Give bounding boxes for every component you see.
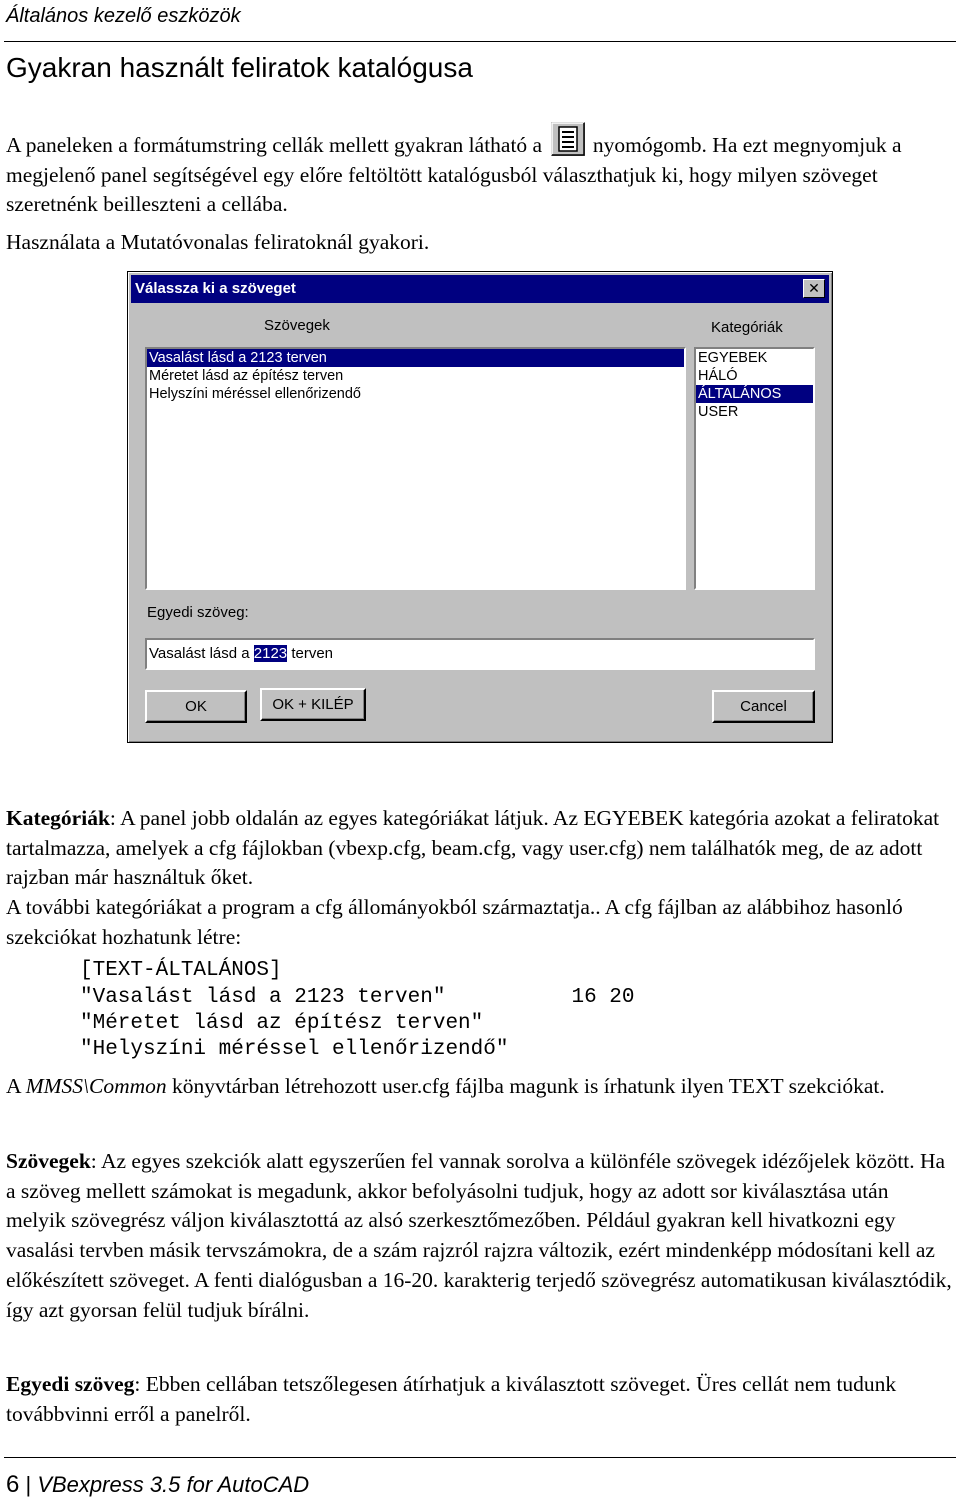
intro-text-1: A paneleken a formátumstring cellák mellett gyakran látható a: [6, 133, 543, 157]
texts-item[interactable]: Méretet lásd az építész terven: [149, 368, 344, 384]
texts-item[interactable]: Helyszíni méréssel ellenőrizendő: [149, 386, 361, 402]
dialog-title: Válassza ki a szöveget: [135, 280, 296, 297]
running-header: Általános kezelő eszközök: [6, 5, 241, 27]
categories-item[interactable]: EGYEBEK: [698, 350, 768, 366]
categories-listbox[interactable]: [694, 347, 815, 590]
custom-description: : Ebben cellában tetszőlegesen átírhatjuk a kiválasztott szöveget. Üres cellát nem tudunk továbbvinni erről a panelről.: [6, 1372, 897, 1426]
code-line-3: "Méretet lásd az építész terven": [80, 1012, 484, 1035]
code-line-4: "Helyszíni méréssel ellenőrizendő": [80, 1038, 509, 1061]
catalog-list-icon: [551, 122, 585, 156]
texts-description: : Az egyes szekciók alatt egyszerűen fel vannak sorolva a különféle szövegek idézőjelek között. Ha a szöveg mellett számokat is megadunk, akkor befolyásolni tudjuk, hogy az adott sor kiválasztása után melyik szövegrész váljon kiválasztottá az alsó szerkesztőmezőben. Például gyakran kell hivatkozni egy vasalási tervben másik tervszámokra, de a szám rajzról rajzra változik, ezért mindenképp módosítani kell az előkészített szöveget. A fenti dialógusban a 16-20. karakterig terjedő szövegrész automatikusan kiválasztódik, így azt gyorsan felül tudjuk bírálni.: [6, 1149, 952, 1322]
custom-text-before: Vasalást lásd a: [149, 645, 254, 662]
texts-item[interactable]: Vasalást lásd a 2123 terven: [147, 349, 684, 367]
mmss-paragraph: [6, 1072, 952, 1102]
ok-button[interactable]: OK: [145, 690, 247, 723]
intro-text-2: nyomógomb. Ha ezt megnyomjuk a megjelenő panel segítségével egy előre feltöltött katalógusból választhatjuk ki, hogy milyen szöveget szeretnénk beilleszteni a cellába.: [6, 133, 902, 217]
custom-text-label: Egyedi szöveg:: [147, 604, 249, 621]
custom-term: Egyedi szöveg: [6, 1372, 135, 1396]
texts-term: Szövegek: [6, 1149, 91, 1173]
page-number: 6: [6, 1471, 20, 1498]
header-divider: [4, 41, 956, 42]
custom-paragraph: [6, 1370, 952, 1429]
categories-paragraph: [6, 804, 952, 953]
mmss-path: MMSS\Common: [25, 1074, 167, 1098]
categories-term: Kategóriák: [6, 806, 110, 830]
custom-text-input[interactable]: [145, 638, 815, 670]
categories-label: Kategóriák: [711, 319, 783, 336]
custom-text-selection: 2123: [253, 645, 288, 662]
categories-item[interactable]: HÁLÓ: [698, 368, 738, 384]
dialog-titlebar[interactable]: [131, 275, 829, 303]
intro-paragraph: [6, 122, 952, 220]
code-line-1: [TEXT-ÁLTALÁNOS]: [80, 959, 282, 982]
texts-listbox[interactable]: [145, 347, 686, 590]
categories-text-1: : A panel jobb oldalán az egyes kategóriákat látjuk. Az EGYEBEK kategória azokat a feliratokat tartalmazza, amelyek a cfg fájlokban (vbexp.cfg, beam.cfg, vagy user.cfg) nem találhatók meg, de az adott rajzban már használtuk őket.: [6, 806, 940, 890]
close-button[interactable]: ✕: [803, 279, 825, 298]
footer-divider: [4, 1457, 956, 1458]
cancel-button[interactable]: Cancel: [712, 690, 815, 723]
section-title: Gyakran használt feliratok katalógusa: [6, 52, 473, 83]
mmss-after: könyvtárban létrehozott user.cfg fájlba magunk is írhatunk ilyen TEXT szekciókat.: [166, 1074, 885, 1098]
ok-exit-button[interactable]: OK + KILÉP: [260, 688, 366, 721]
custom-text-after: terven: [287, 645, 334, 662]
footer-product: VBexpress 3.5 for AutoCAD: [37, 1472, 310, 1497]
footer-separator: |: [25, 1472, 32, 1497]
texts-label: Szövegek: [264, 317, 330, 334]
code-line-2: "Vasalást lásd a 2123 terven" 16 20: [80, 986, 635, 1009]
categories-item[interactable]: USER: [698, 404, 739, 420]
page-footer: [6, 1471, 309, 1499]
mmss-before: A: [6, 1074, 26, 1098]
categories-text-2: A további kategóriákat a program a cfg állományokból származtatja.. A cfg fájlban az alábbihoz hasonló szekciókat hozhatunk létre:: [6, 895, 903, 949]
categories-item[interactable]: ÁLTALÁNOS: [696, 385, 813, 403]
usage-paragraph: Használata a Mutatóvonalas feliratoknál gyakori.: [6, 230, 430, 254]
texts-paragraph: [6, 1147, 952, 1325]
